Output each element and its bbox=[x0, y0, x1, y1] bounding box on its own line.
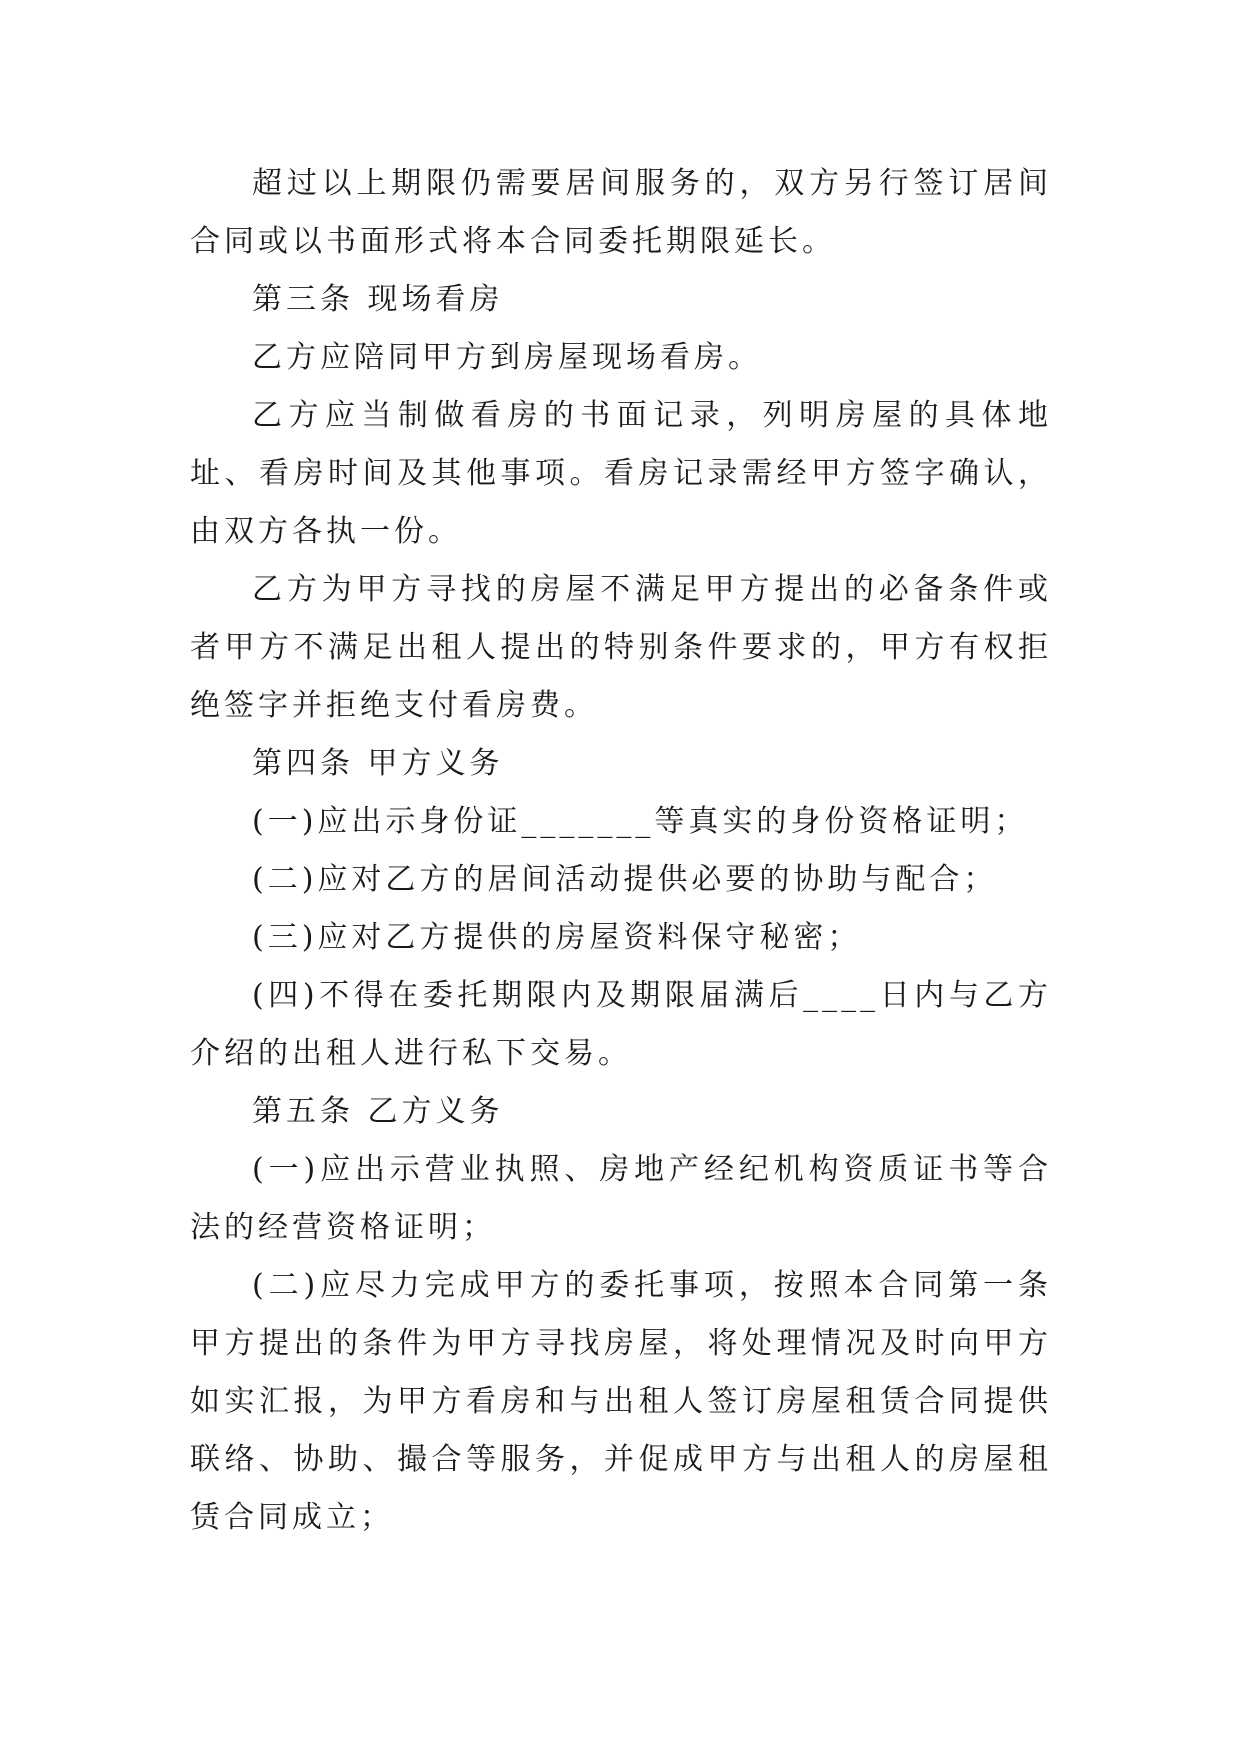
party-a-duty-2: (二)应对乙方的居间活动提供必要的协助与配合； bbox=[252, 862, 998, 897]
party-a-duty-1: (一)应出示身份证_______等真实的身份资格证明； bbox=[252, 804, 1029, 839]
heading-article-4: 第四条 甲方义务 bbox=[252, 746, 504, 781]
paragraph-refuse-fee: 乙方为甲方寻找的房屋不满足甲方提出的必备条件或者甲方不满足出租人提出的特别条件要求的，甲方有权拒绝签字并拒绝支付看房费。 bbox=[190, 572, 1052, 723]
paragraph-accompany-viewing: 乙方应陪同甲方到房屋现场看房。 bbox=[252, 340, 762, 375]
document-body bbox=[190, 155, 1052, 1547]
heading-article-3: 第三条 现场看房 bbox=[252, 282, 504, 317]
paragraph-term-extension: 超过以上期限仍需要居间服务的，双方另行签订居间合同或以书面形式将本合同委托期限延长。 bbox=[190, 166, 1052, 259]
heading-article-5: 第五条 乙方义务 bbox=[252, 1094, 504, 1129]
party-a-duty-4: (四)不得在委托期限内及期限届满后____日内与乙方介绍的出租人进行私下交易。 bbox=[190, 978, 1052, 1071]
paragraph-viewing-record: 乙方应当制做看房的书面记录，列明房屋的具体地址、看房时间及其他事项。看房记录需经甲方签字确认，由双方各执一份。 bbox=[190, 398, 1052, 549]
party-a-duty-3: (三)应对乙方提供的房屋资料保守秘密； bbox=[252, 920, 862, 955]
party-b-duty-1: (一)应出示营业执照、房地产经纪机构资质证书等合法的经营资格证明； bbox=[190, 1152, 1052, 1245]
party-b-duty-2: (二)应尽力完成甲方的委托事项，按照本合同第一条甲方提出的条件为甲方寻找房屋，将处理情况及时向甲方如实汇报，为甲方看房和与出租人签订房屋租赁合同提供联络、协助、撮合等服务，并促成甲方与出租人的房屋租赁合同成立； bbox=[190, 1268, 1052, 1535]
